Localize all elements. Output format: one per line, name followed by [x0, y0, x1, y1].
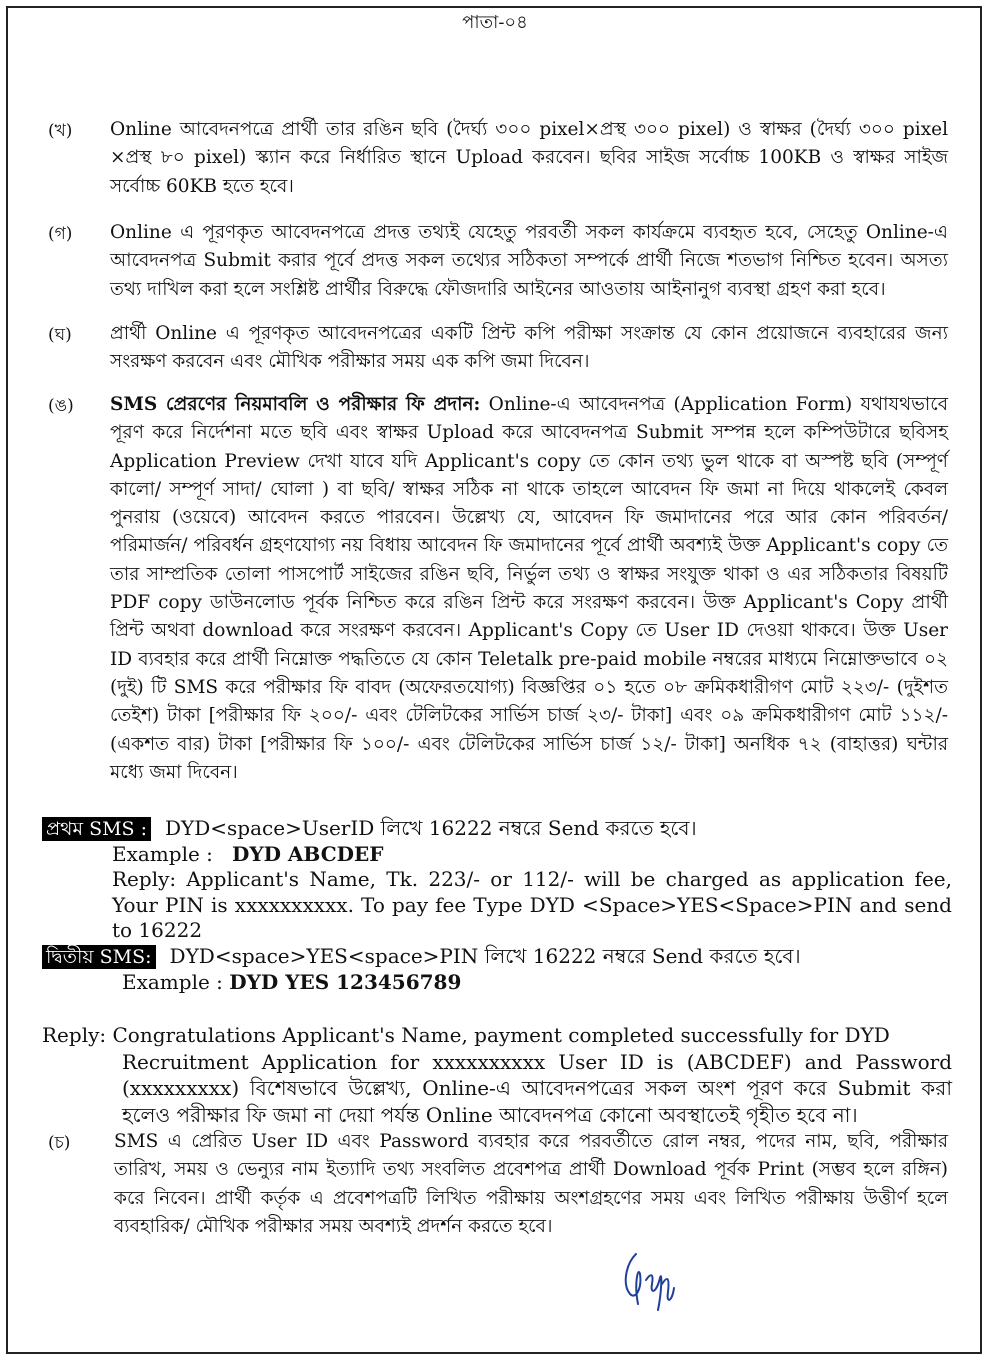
clause-mark: (খ)	[48, 121, 73, 141]
clause-text: প্রার্থী Online এ পূরণকৃত আবেদনপত্রের একটি প্রিন্ট কপি পরীক্ষা সংক্রান্ত যে কোন প্রয়োজনে ব্যবহারের জন্য সংরক্ষণ করবেন এবং মৌখিক পরীক্ষার সময় এক কপি জমা দিবেন।	[110, 323, 948, 373]
clause-text: SMS এ প্রেরিত User ID এবং Password ব্যবহার করে পরবর্তীতে রোল নম্বর, পদের নাম, ছবি, পরীক্ষার তারিখ, সময় ও ভেন্যুর নাম ইত্যাদি তথ্য সংবলিত প্রবেশপত্র প্রার্থী Download পূর্বক Print (সম্ভব হলে রঙ্গিন) করে নিবেন। প্রার্থী কর্তৃক এ প্রবেশপত্রটি লিখিত পরীক্ষায় অংশগ্রহণের সময় এবং লিখিত পরীক্ষায় উত্তীর্ণ হলে ব্যবহারিক/ মৌখিক পরীক্ষার সময় অবশ্যই প্রদর্শন করতে হবে।	[114, 1131, 948, 1237]
page-number: পাতা-০৪	[462, 12, 528, 33]
final-reply-rest: Recruitment Application for xxxxxxxxxx User ID is (ABCDEF) and Password (xxxxxxxxx) বিশেষভাবে উল্লেখ্য, Online-এ আবেদনপত্রের সকল অংশ পূরণ করে Submit করা হলেও পরীক্ষার ফি জমা না দেয়া পর্যন্ত Online আবেদনপত্র কোনো অবস্থাতেই গৃহীত হবে না।	[122, 1049, 952, 1127]
sms-second-block	[42, 944, 952, 995]
sms-first-command: DYD<space>UserID লিখে 16222 নম্বরে Send করতে হবে।	[165, 816, 697, 840]
sms-second-example-value: DYD YES 123456789	[229, 969, 462, 994]
sms-second-label: দ্বিতীয় SMS:	[42, 945, 156, 969]
clause-text: Online এ পূরণকৃত আবেদনপত্রে প্রদত্ত তথ্যই যেহেতু পরবর্তী সকল কার্যক্রমে ব্যবহৃত হবে, সেহেতু Online-এ আবেদনপত্র Submit করার পূর্বে প্রদত্ত সকল তথ্যের সঠিকতা সম্পর্কে প্রার্থী নিজে শতভাগ নিশ্চিত হবেন। অসত্য তথ্য দাখিল করা হলে সংশ্লিষ্ট প্রার্থীর বিরুদ্ধে ফৌজদারি আইনের আওতায় আইনানুগ ব্যবস্থা গ্রহণ করা হবে।	[110, 222, 948, 300]
clause-text	[110, 391, 948, 787]
sms-first-example-label: Example :	[112, 841, 213, 866]
clause-mark: (গ)	[48, 224, 73, 244]
final-reply-label: Reply:	[42, 1023, 107, 1047]
sms-first-example-value: DYD ABCDEF	[231, 841, 384, 866]
clause-mark: (চ)	[48, 1133, 71, 1153]
clause-ga	[40, 219, 950, 304]
sms-first-reply: Reply: Applicant's Name, Tk. 223/- or 112/- will be charged as application fee, Your PIN is xxxxxxxxxx. To pay fee Type DYD <Space>YES<Space>PIN and send to 16222	[112, 867, 952, 942]
sms-second-example-label: Example :	[122, 969, 223, 994]
clause-mark: (ঘ)	[48, 325, 72, 345]
clause-text: Online আবেদনপত্রে প্রার্থী তার রঙিন ছবি (দৈর্ঘ্য ৩০০ pixel×প্রস্থ ৩০০ pixel) ও স্বাক্ষর (দৈর্ঘ্য ৩০০ pixel ×প্রস্থ ৮০ pixel) স্ক্যান করে নির্ধারিত স্থানে Upload করবেন। ছবির সাইজ সর্বোচ্চ 100KB ও স্বাক্ষর সাইজ সর্বোচ্চ 60KB হতে হবে।	[110, 119, 948, 197]
signature-stroke	[626, 1254, 674, 1310]
clause-gha	[40, 320, 950, 377]
clause-cha	[40, 1128, 950, 1241]
clause-heading: SMS প্রেরণের নিয়মাবলি ও পরীক্ষার ফি প্রদান:	[110, 394, 481, 415]
sms-first-label: প্রথম SMS :	[42, 817, 151, 841]
clause-kha	[40, 116, 950, 201]
clause-body: Online-এ আবেদনপত্র (Application Form) যথাযথভাবে পূরণ করে নির্দেশনা মতে ছবি এবং স্বাক্ষর Upload করে আবেদনপত্র Submit সম্পন্ন হলে কম্পিউটারে ছবিসহ Application Preview দেখা যাবে যদি Applicant's copy তে কোন তথ্য ভুল থাকে বা অস্পষ্ট ছবি (সম্পূর্ণ কালো/ সম্পূর্ণ সাদা/ ঘোলা ) বা ছবি/ স্বাক্ষর সঠিক না থাকে তাহলে আবেদন ফি জমা না দিয়ে থাকলেই কেবল পুনরায় (ওয়েবে) আবেদন করতে পারবেন। উল্লেখ্য যে, আবেদন ফি জমাদানের পরে আর কোন পরিবর্তন/ পরিমার্জন/ পরিবর্ধন গ্রহণযোগ্য নয় বিধায় আবেদন ফি জমাদানের পূর্বে প্রার্থী অবশ্যই উক্ত Applicant's copy তে তার সাম্প্রতিক তোলা পাসপোর্ট সাইজের রঙিন ছবি, নির্ভুল তথ্য ও স্বাক্ষর সংযুক্ত থাকা ও এর সঠিকতার বিষয়টি PDF copy ডাউনলোড পূর্বক নিশ্চিত করে রঙিন প্রিন্ট করে সংরক্ষণ করবেন। উক্ত Applicant's Copy প্রার্থী প্রিন্ট অথবা download করে সংরক্ষণ করবেন। Applicant's Copy তে User ID দেওয়া থাকবে। উক্ত User ID ব্যবহার করে প্রার্থী নিম্নোক্ত পদ্ধতিতে যে কোন Teletalk pre-paid mobile নম্বরের মাধ্যমে নিম্নোক্তভাবে ০২ (দুই) টি SMS করে পরীক্ষার ফি বাবদ (অফেরতযোগ্য) বিজ্ঞপ্তির ০১ হতে ০৮ ক্রমিকধারীগণ মোট ২২৩/- (দুইশত তেইশ) টাকা [পরীক্ষার ফি ২০০/- এবং টেলিটকের সার্ভিস চার্জ ২৩/- টাকা] এবং ০৯ ক্রমিকধারীগণ মোট ১১২/- (একশত বার) টাকা [পরীক্ষার ফি ১০০/- এবং টেলিটকের সার্ভিস চার্জ ১২/- টাকা] অনধিক ৭২ (বাহাত্তর) ঘন্টার মধ্যে জমা দিবেন।	[110, 394, 948, 783]
clause-mark: (ঙ)	[48, 396, 74, 416]
final-reply	[42, 1022, 952, 1128]
sms-second-command: DYD<space>YES<space>PIN লিখে 16222 নম্বরে Send করতে হবে।	[169, 944, 801, 968]
signature	[616, 1244, 686, 1316]
final-reply-first-line: Congratulations Applicant's Name, payment completed successfully for DYD	[112, 1023, 890, 1047]
sms-first-block	[42, 816, 952, 944]
clause-uma	[40, 391, 950, 787]
